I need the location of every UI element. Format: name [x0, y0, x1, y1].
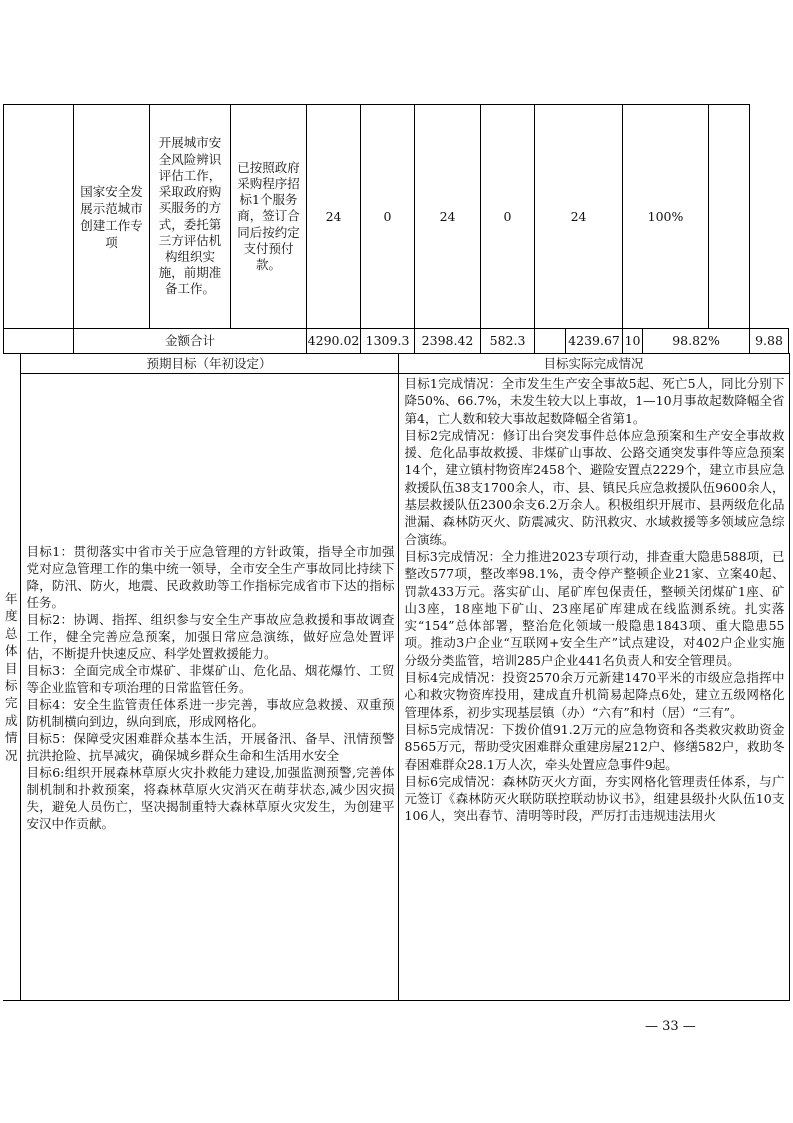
expected-goal-2: 目标2：协调、指挥、组织参与安全生产事故应急救援和事故调查工作，健全完善应急预案，加强日常应急演练，做好应急处置评估，不断提升快速反应、科学处置救援能力。 — [26, 611, 395, 661]
blank-total-side-cell — [4, 329, 74, 354]
executed-cell: 24 — [535, 105, 623, 329]
expected-goal-6: 目标6:组织开展森林草原火灾扑救能力建设,加强监测预警,完善体制机制和扑救预案，将森林草原火灾消灭在萌芽状态,减少因灾损失，避免人员伤亡，坚决揭制重特大森林草原火灾发生，为创建平安汉中作贡献。 — [26, 764, 395, 831]
actual-result-3: 目标3完成情况：全力推进2023专项行动，排查重大隐患588项，已整改577项，整改率98.1%，责令停产整顿企业21家、立案40起、罚款433万元。落实矿山、尾矿库包保责任，整顿关闭煤矿1座、矿山3座，18座地下矿山、23座尾矿库建成在线监测系统。扎实落实“154”总体部署，整治危化领域一般隐患1843项、重大隐患55项。推动3户企业“互联网+安全生产”试点建设，对402户企业实施分级分类监管，培训285户企业441名负责人和安全管理员。 — [404, 548, 785, 668]
expected-goal-5: 目标5：保障受灾困难群众基本生活，开展备汛、备旱、汛情预警抗洪抢险、抗旱减灾，确保城乡群众生命和生活用水安全 — [26, 730, 395, 763]
expected-goal-1: 目标1：贯彻落实中省市关于应急管理的方针政策，指导全市加强党对应急管理工作的集中统一领导，全市安全生产事故同比持续下降，防汛、防火，地震、民政救助等工作指标完成省市下达的指标任务。 — [26, 543, 395, 610]
progress-cell: 已按照政府采购程序招标1个服务商，签订合同后按约定支付预付款。 — [231, 105, 307, 329]
actual-header: 目标实际完成情况 — [398, 354, 789, 374]
actual-result-6: 目标6完成情况：森林防灭火方面，夯实网格化管理责任体系，与广元签订《森林防灭火联防联控联动协议书》，组建县级扑火队伍10支106人，突出春节、清明等时段，严厉打击违规违法用火 — [404, 773, 785, 824]
expected-goals-cell — [20, 374, 398, 1001]
total-col4: 582.3 — [481, 329, 535, 354]
budget-row — [4, 105, 789, 329]
total-blank — [535, 329, 566, 354]
goals-table — [3, 353, 790, 1001]
col3-cell: 24 — [415, 105, 481, 329]
expected-header: 预期目标（年初设定） — [20, 354, 398, 374]
total-col3: 2398.42 — [415, 329, 481, 354]
side-label: 年度总体目标完成情况 — [4, 590, 18, 763]
actual-result-4: 目标4完成情况：投资2570余万元新建1470平米的市级应急指挥中心和救灾物资库投用，建成直升机简易起降点6处，建立五级网格化管理体系，初步实现基层镇（办）“六有”和村（居）“三有”。 — [404, 670, 785, 720]
total-weight: 10 — [623, 329, 643, 354]
expected-goal-4: 目标4：安全生监管责任体系进一步完善，事故应急救援、双重预防机制横向到边，纵向到底，形成网格化。 — [26, 696, 395, 729]
budget-cell: 24 — [307, 105, 361, 329]
page-number: — 33 — — [645, 1019, 696, 1034]
actual-results-cell — [398, 374, 789, 1001]
blank-side-cell — [4, 105, 74, 329]
project-name-cell: 国家安全发展示范城市创建工作专项 — [74, 105, 150, 329]
goals-body-row — [3, 374, 789, 1001]
total-label: 金额合计 — [74, 329, 307, 354]
actual-result-1: 目标1完成情况：全市发生生产安全事故5起、死亡5人，同比分别下降50%、66.7%，未发生较大以上事故，1—10月事故起数降幅全省第4，亡人数和较大事故起数降幅全省第1。 — [404, 376, 785, 426]
total-budget: 4290.02 — [307, 329, 361, 354]
side-label-cell — [3, 354, 20, 1001]
expected-goal-3: 目标3：全面完成全市煤矿、非煤矿山、危化品、烟花爆竹、工贸等企业监管和专项治理的日常监管任务。 — [26, 662, 395, 695]
total-row — [4, 329, 789, 354]
col2-cell: 0 — [361, 105, 415, 329]
actual-result-2: 目标2完成情况：修订出台突发事件总体应急预案和生产安全事故救援、危化品事故救援、非煤矿山事故、公路交通突发事件等应急预案14个，建立镇村物资库2458个、避险安置点2229个，建立市县应急救援队伍38支1700余人，市、县、镇民兵应急救援队伍9600余人，基层救援队伍2300余支6.2万余人。积极组织开展市、县两级危化品泄漏、森林防灭火、防震减灾、防汛救灾、水域救援等多领域应急综合演练。 — [404, 427, 785, 547]
col4-cell: 0 — [481, 105, 535, 329]
total-col2: 1309.3 — [361, 329, 415, 354]
actual-result-5: 目标5完成情况：下拨价值91.2万元的应急物资和各类救灾救助资金8565万元，帮助受灾困难群众重建房屋212户、修缮582户，救助冬春困难群众28.1万人次，牵头处置应急事件9起。 — [404, 721, 785, 772]
budget-table — [3, 104, 789, 354]
score-cell — [709, 105, 750, 329]
total-score: 9.88 — [750, 329, 789, 354]
rate-cell: 100% — [623, 105, 709, 329]
project-content-cell: 开展城市安全风险辨识评估工作，采取政府购买服务的方式，委托第三方评估机构组织实施，前期准备工作。 — [150, 105, 231, 329]
total-rate: 98.82% — [643, 329, 750, 354]
goals-header-row — [3, 354, 789, 374]
total-executed: 4239.67 — [566, 329, 623, 354]
